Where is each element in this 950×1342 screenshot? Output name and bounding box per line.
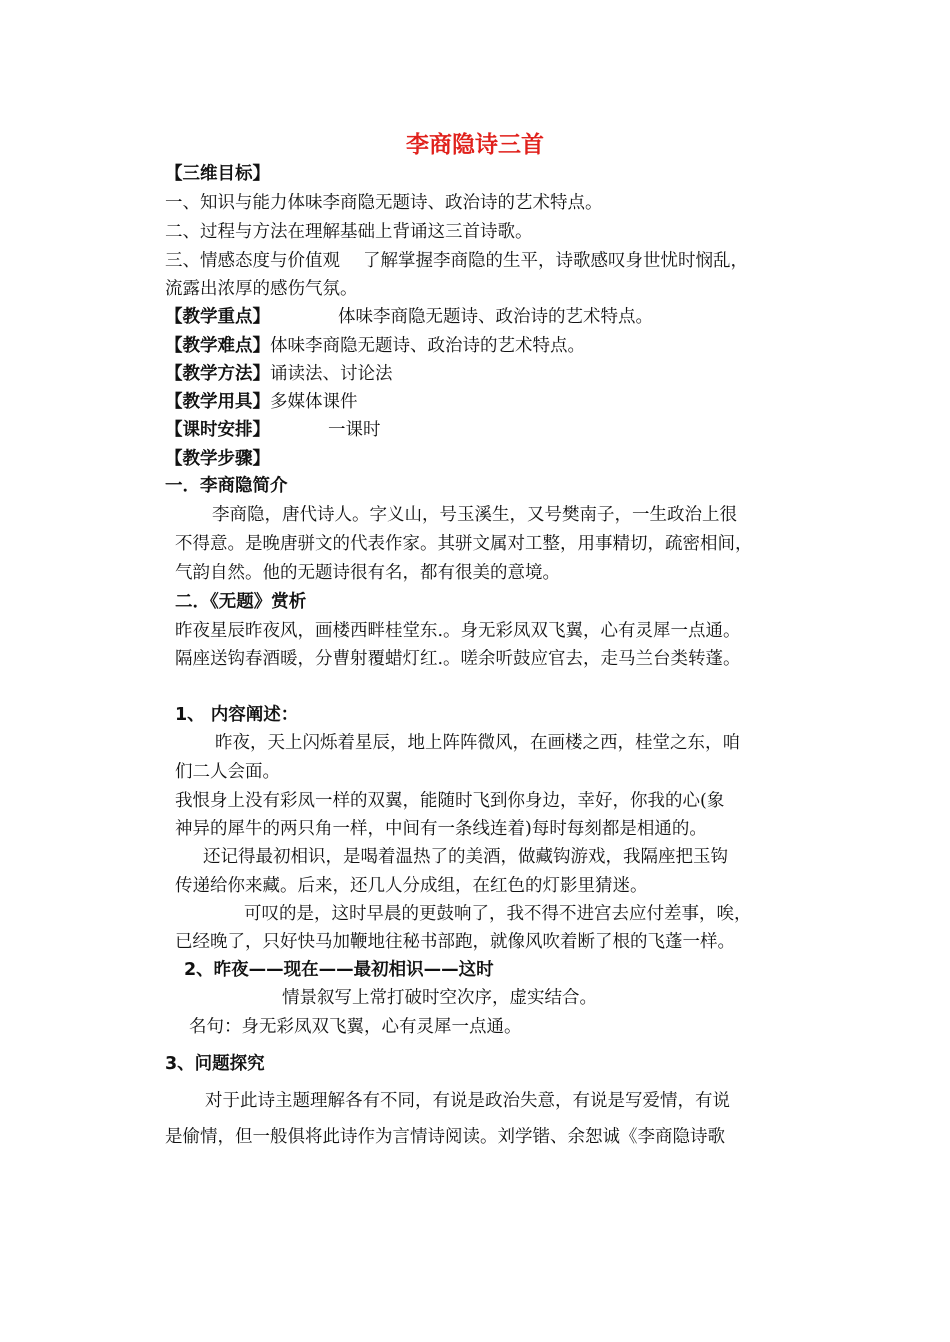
teaching-tools — [165, 390, 358, 414]
page-title: 李商隐诗三首 — [406, 132, 544, 158]
objectives-heading: 【三维目标】 — [165, 164, 270, 184]
content-line: 传递给你来藏。后来，还几人分成组，在红色的灯影里猜迷。 — [175, 876, 648, 896]
teaching-focus-label: 【教学重点】 — [165, 307, 270, 327]
section-1-paragraph-line: 气韵自然。他的无题诗很有名，都有很美的意境。 — [175, 563, 560, 583]
section-1-paragraph-line: 不得意。是晚唐骈文的代表作家。其骈文属对工整，用事精切，疏密相间， — [175, 534, 753, 554]
objective-item-2: 二、过程与方法在理解基础上背诵这三首诗歌。 — [165, 222, 533, 242]
teaching-difficulty-label: 【教学难点】 — [165, 336, 270, 356]
part-3-line: 是偷情，但一般俱将此诗作为言情诗阅读。刘学锴、余恕诚《李商隐诗歌 — [165, 1127, 725, 1147]
content-line: 还记得最初相识，是喝着温热了的美酒，做藏钩游戏，我隔座把玉钩 — [203, 847, 728, 867]
content-line: 神异的犀牛的两只角一样，中间有一条线连着)每时每刻都是相通的。 — [175, 819, 707, 839]
part-3-line: 对于此诗主题理解各有不同，有说是政治失意，有说是写爱情，有说 — [205, 1091, 730, 1111]
content-line: 们二人会面。 — [175, 762, 280, 782]
teaching-steps-heading: 【教学步骤】 — [165, 449, 270, 469]
poem-line-1: 昨夜星辰昨夜风，画楼西畔桂堂东.。身无彩凤双飞翼，心有灵犀一点通。 — [175, 621, 741, 641]
famous-line: 名句：身无彩凤双飞翼，心有灵犀一点通。 — [189, 1017, 522, 1037]
teaching-method-value: 诵读法、讨论法 — [270, 364, 393, 384]
content-line: 可叹的是，这时早晨的更鼓响了，我不得不进宫去应付差事，唉， — [244, 904, 752, 924]
teaching-difficulty — [165, 334, 585, 358]
part-3-heading: 3、问题探究 — [165, 1054, 265, 1074]
part-1-heading: 1、 内容阐述： — [175, 705, 299, 725]
objective-item-3-line-2: 流露出浓厚的感伤气氛。 — [165, 279, 358, 299]
schedule-label: 【课时安排】 — [165, 420, 270, 440]
teaching-focus-value: 体味李商隐无题诗、政治诗的艺术特点。 — [338, 307, 653, 327]
poem-line-2: 隔座送钩春酒暖，分曹射覆蜡灯红.。嗟余听鼓应官去，走马兰台类转蓬。 — [175, 649, 741, 669]
teaching-tools-label: 【教学用具】 — [165, 392, 270, 412]
teaching-tools-value: 多媒体课件 — [270, 392, 358, 412]
schedule-value: 一课时 — [328, 420, 381, 440]
content-line: 已经晚了，只好快马加鞭地往秘书部跑，就像风吹着断了根的飞蓬一样。 — [175, 932, 735, 952]
teaching-focus — [165, 305, 653, 329]
schedule — [165, 418, 381, 442]
part-2-heading: 2、昨夜——现在——最初相识——这时 — [184, 960, 494, 980]
objective-item-1: 一、知识与能力体味李商隐无题诗、政治诗的艺术特点。 — [165, 193, 603, 213]
section-1-paragraph-line: 李商隐，唐代诗人。字义山，号玉溪生，又号樊南子，一生政治上很 — [212, 505, 737, 525]
section-1-heading: 一．李商隐简介 — [165, 476, 288, 496]
teaching-method-label: 【教学方法】 — [165, 364, 270, 384]
section-2-heading: 二．《无题》赏析 — [175, 592, 307, 612]
teaching-difficulty-value: 体味李商隐无题诗、政治诗的艺术特点。 — [270, 336, 585, 356]
content-line: 昨夜，天上闪烁着星辰，地上阵阵微风，在画楼之西，桂堂之东，咱 — [215, 733, 740, 753]
content-line: 我恨身上没有彩凤一样的双翼，能随时飞到你身边，幸好，你我的心(象 — [175, 791, 725, 811]
objective-item-3-line-1: 三、情感态度与价值观 了解掌握李商隐的生平，诗歌感叹身世忧时悯乱， — [165, 251, 749, 271]
part-2-line: 情景叙写上常打破时空次序，虚实结合。 — [282, 988, 597, 1008]
teaching-method — [165, 362, 393, 386]
